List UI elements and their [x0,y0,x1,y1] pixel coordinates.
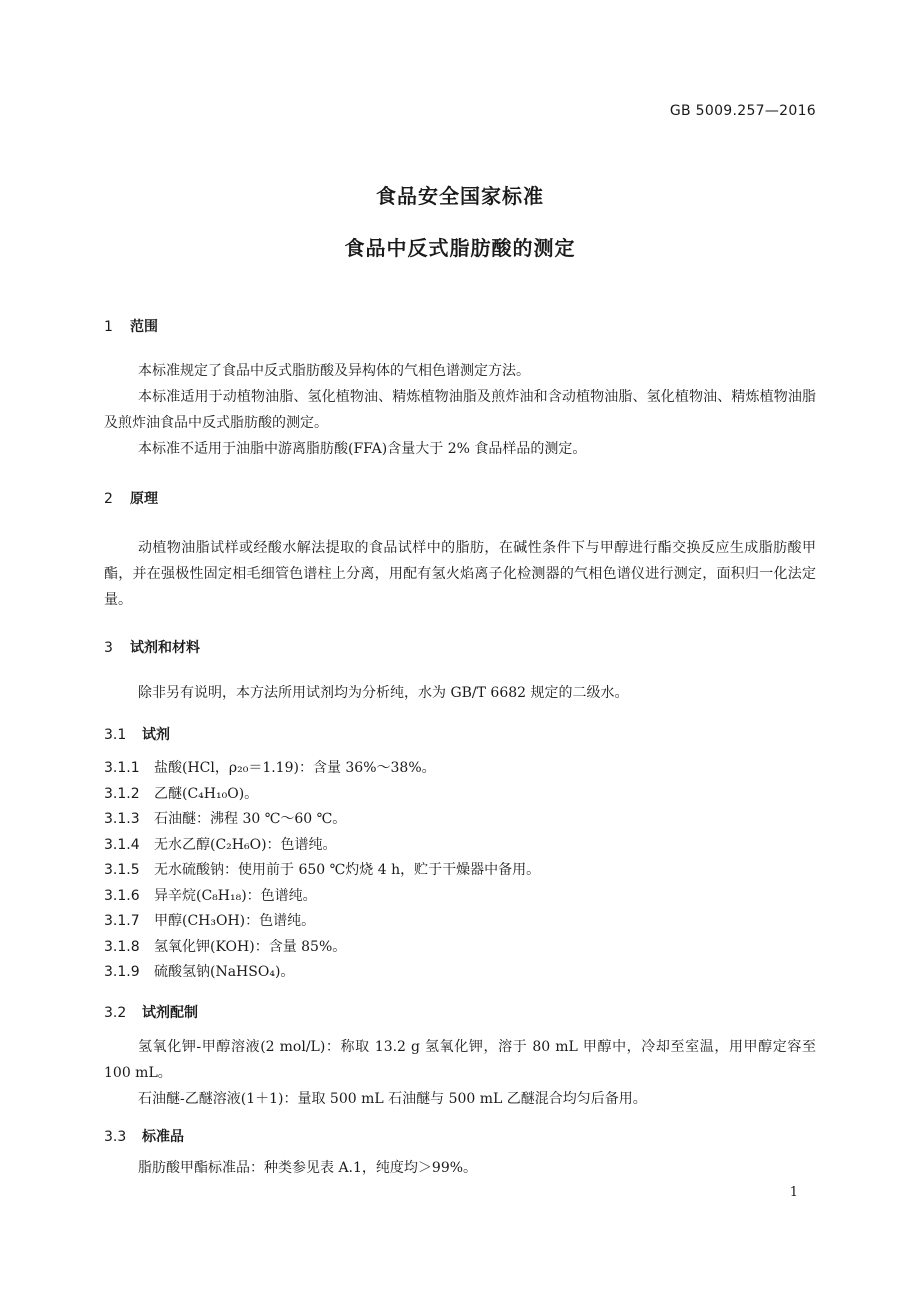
list-item [104,833,816,859]
reagent-list [104,756,816,986]
section-3-3-heading [104,1126,816,1146]
section-title: 试剂和材料 [130,640,200,656]
section-number: 2 [104,491,113,507]
section-2-body [104,535,816,613]
item-number: 3.1.3 [104,811,140,827]
section-title: 标准品 [142,1129,184,1145]
list-item [104,807,816,833]
list-item [104,782,816,808]
item-text: 异辛烷(C₈H₁₈)：色谱纯。 [154,887,317,904]
section-title: 范围 [130,319,158,335]
section-title: 原理 [130,491,158,507]
paragraph: 本标准规定了食品中反式脂肪酸及异构体的气相色谱测定方法。 [138,363,530,379]
paragraph: 本标准不适用于油脂中游离脂肪酸(FFA)含量大于 2% 食品样品的测定。 [138,441,587,457]
paragraph: 氢氧化钾-甲醇溶液(2 mol/L)：称取 13.2 g 氢氧化钾，溶于 80 mL 甲醇中，冷却至室温，用甲醇定容至 100 mL。 [104,1039,816,1081]
list-item [104,884,816,910]
list-item [104,756,816,782]
standard-code: GB 5009.257—2016 [669,103,816,119]
item-text: 无水硫酸钠：使用前于 650 ℃灼烧 4 h，贮于干燥器中备用。 [154,862,541,878]
item-text: 硫酸氢钠(NaHSO₄)。 [154,964,295,980]
paragraph: 石油醚-乙醚溶液(1＋1)：量取 500 mL 石油醚与 500 mL 乙醚混合均匀后备用。 [138,1091,647,1107]
item-number: 3.1.2 [104,785,140,802]
item-number: 3.1.1 [104,760,140,776]
section-number: 3.1 [104,727,127,743]
list-item [104,960,816,986]
section-3-2-body [104,1034,816,1112]
section-title: 试剂配制 [142,1005,198,1021]
section-1-heading [104,316,816,336]
item-text: 无水乙醇(C₂H₆O)：色谱纯。 [154,836,337,853]
section-title: 试剂 [142,727,170,743]
paragraph: 除非另有说明，本方法所用试剂均为分析纯，水为 GB/T 6682 规定的二级水。 [138,685,629,701]
item-number: 3.1.4 [104,836,140,853]
section-3-heading [104,637,816,657]
document-subtitle: 食品中反式脂肪酸的测定 [344,236,576,260]
item-text: 盐酸(HCl，ρ₂₀＝1.19)：含量 36%～38%。 [154,760,436,776]
section-number: 3.2 [104,1005,127,1021]
item-text: 甲醇(CH₃OH)：色谱纯。 [154,913,316,929]
page-number: 1 [789,1185,798,1200]
section-3-3-body [104,1155,816,1181]
section-number: 1 [104,319,113,335]
item-number: 3.1.8 [104,938,140,955]
item-number: 3.1.7 [104,913,140,929]
item-number: 3.1.6 [104,887,140,904]
document-title: 食品安全国家标准 [376,184,544,208]
section-number: 3 [104,640,113,656]
paragraph: 本标准适用于动植物油脂、氢化植物油、精炼植物油脂及煎炸油和含动植物油脂、氢化植物油、精炼植物油脂及煎炸油食品中反式脂肪酸的测定。 [104,389,816,431]
list-item [104,935,816,961]
item-text: 氢氧化钾(KOH)：含量 85%。 [154,938,347,955]
item-number: 3.1.9 [104,964,140,980]
section-2-heading [104,488,816,508]
section-number: 3.3 [104,1129,127,1145]
section-3-body [104,680,816,706]
paragraph: 脂肪酸甲酯标准品：种类参见表 A.1，纯度均＞99%。 [138,1160,478,1176]
section-3-2-heading [104,1002,816,1022]
item-text: 石油醚：沸程 30 ℃～60 ℃。 [154,811,347,827]
item-text: 乙醚(C₄H₁₀O)。 [154,785,259,802]
paragraph: 动植物油脂试样或经酸水解法提取的食品试样中的脂肪，在碱性条件下与甲醇进行酯交换反应生成脂肪酸甲酯，并在强极性固定相毛细管色谱柱上分离，用配有氢火焰离子化检测器的气相色谱仪进行测定，面积归一化法定量。 [104,540,816,608]
list-item [104,858,816,884]
list-item [104,909,816,935]
section-1-body [104,358,816,462]
section-3-1-heading [104,724,816,744]
item-number: 3.1.5 [104,862,140,878]
